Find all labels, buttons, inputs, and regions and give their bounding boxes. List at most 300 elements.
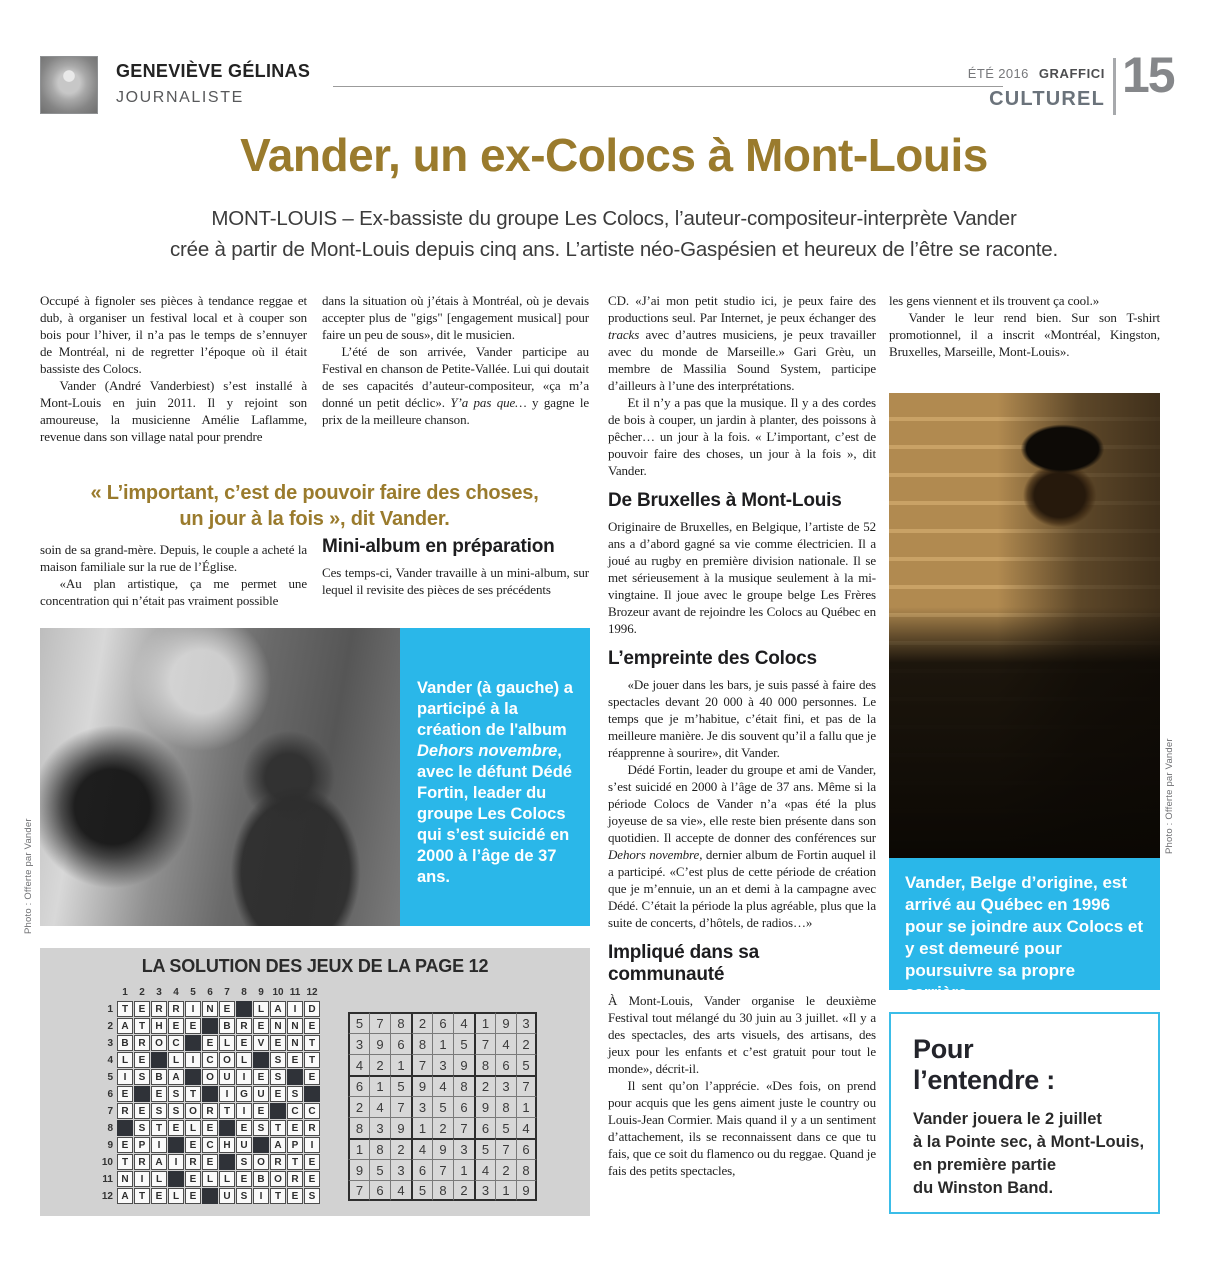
crossword-letter-cell: E — [151, 1188, 167, 1204]
listen-box-title — [913, 1034, 1158, 1096]
crossword-letter-cell: E — [253, 1069, 269, 1085]
listen-line: du Winston Band. — [913, 1179, 1054, 1197]
crossword-black-cell — [185, 1069, 201, 1085]
crossword-letter-cell: G — [236, 1086, 252, 1102]
crossword-col-label: 6 — [207, 986, 213, 998]
crossword-black-cell — [151, 1052, 167, 1068]
sudoku-cell: 7 — [495, 1138, 516, 1159]
listen-line: Vander jouera le 2 juillet — [913, 1110, 1102, 1128]
body-column-1-lower — [40, 541, 307, 609]
photo-credit-left: Photo : Offerte par Vander — [23, 818, 34, 934]
crossword-letter-cell: C — [304, 1103, 320, 1119]
listen-title-line-1: Pour — [913, 1034, 974, 1064]
crossword-letter-cell: T — [134, 1018, 150, 1034]
crossword-letter-cell: E — [304, 1154, 320, 1170]
crossword-letter-cell: R — [304, 1120, 320, 1136]
sudoku-cell: 2 — [432, 1117, 453, 1138]
crossword-letter-cell: I — [219, 1086, 235, 1102]
sudoku-cell: 2 — [516, 1033, 537, 1054]
sudoku-cell: 5 — [495, 1117, 516, 1138]
crossword-letter-cell: E — [287, 1052, 303, 1068]
crossword-letter-cell: E — [168, 1120, 184, 1136]
games-title: LA SOLUTION DES JEUX DE LA PAGE 12 — [141, 956, 489, 976]
crossword-row-label: 5 — [107, 1071, 113, 1083]
crossword-letter-cell: R — [202, 1103, 218, 1119]
sudoku-cell: 6 — [516, 1138, 537, 1159]
crossword-letter-cell: E — [202, 1154, 218, 1170]
crossword-letter-cell: U — [236, 1137, 252, 1153]
sudoku-cell: 5 — [432, 1096, 453, 1117]
listen-box-body — [913, 1108, 1158, 1200]
paragraph: Il sent qu’on l’apprécie. «Des fois, on prend pour acquis que les gens aiment juste le country ou Louis-Jean Cormier. Mais quand il y a un sentiment d’attachement, ils se reconnaissent dans ce que tu fais, que ce soit du flamenco ou du reggae. Quand je fais des petits spectacles, — [608, 1078, 876, 1178]
sudoku-cell: 8 — [411, 1033, 432, 1054]
crossword-col-label: 7 — [224, 986, 230, 998]
article-lede — [70, 203, 1158, 265]
crossword-letter-cell: I — [253, 1188, 269, 1204]
crossword-letter-cell: T — [151, 1120, 167, 1136]
photo-caption-left: Vander (à gauche) a participé à la création de l'album Dehors novembre, avec le défunt Dédé Fortin, leader du groupe Les Colocs qui s’est suicidé en 2000 à l’âge de 37 ans. — [400, 628, 590, 926]
sudoku-cell: 9 — [495, 1012, 516, 1033]
crossword-row-label: 7 — [107, 1105, 113, 1117]
crossword-letter-cell: A — [117, 1188, 133, 1204]
crossword-letter-cell: E — [304, 1069, 320, 1085]
crossword-letter-cell: E — [253, 1103, 269, 1119]
crossword-letter-cell: E — [270, 1086, 286, 1102]
sudoku-solution-grid — [348, 1012, 537, 1201]
sudoku-cell: 9 — [390, 1117, 411, 1138]
crossword-letter-cell: E — [219, 1001, 235, 1017]
crossword-letter-cell: I — [236, 1103, 252, 1119]
crossword-col-label: 4 — [173, 986, 179, 998]
crossword-row-label: 10 — [101, 1156, 113, 1168]
crossword-black-cell — [117, 1120, 133, 1136]
sudoku-cell: 4 — [432, 1075, 453, 1096]
crossword-col-label: 10 — [272, 986, 284, 998]
crossword-letter-cell: E — [185, 1188, 201, 1204]
crossword-letter-cell: E — [117, 1086, 133, 1102]
crossword-letter-cell: R — [168, 1001, 184, 1017]
crossword-col-label: 5 — [190, 986, 196, 998]
crossword-letter-cell: E — [270, 1035, 286, 1051]
games-solution-box — [40, 948, 590, 1216]
crossword-black-cell — [202, 1086, 218, 1102]
crossword-letter-cell: N — [270, 1018, 286, 1034]
sudoku-cell: 1 — [369, 1075, 390, 1096]
crossword-letter-cell: S — [270, 1052, 286, 1068]
sudoku-cell: 7 — [453, 1117, 474, 1138]
crossword-letter-cell: N — [287, 1035, 303, 1051]
crossword-letter-cell: B — [219, 1018, 235, 1034]
crossword-black-cell — [168, 1171, 184, 1187]
crossword-letter-cell: E — [202, 1120, 218, 1136]
sudoku-cell: 7 — [369, 1012, 390, 1033]
crossword-letter-cell: S — [287, 1086, 303, 1102]
crossword-letter-cell: E — [117, 1137, 133, 1153]
crossword-letter-cell: S — [253, 1120, 269, 1136]
crossword-letter-cell: L — [202, 1171, 218, 1187]
crossword-letter-cell: E — [236, 1171, 252, 1187]
sudoku-cell: 9 — [516, 1180, 537, 1201]
sudoku-cell: 5 — [369, 1159, 390, 1180]
crossword-letter-cell: E — [134, 1103, 150, 1119]
crossword-letter-cell: A — [151, 1154, 167, 1170]
crossword-letter-cell: S — [304, 1188, 320, 1204]
crossword-black-cell — [219, 1154, 235, 1170]
crossword-letter-cell: I — [151, 1137, 167, 1153]
header-divider — [333, 86, 1003, 87]
sudoku-cell: 8 — [432, 1180, 453, 1201]
crossword-letter-cell: L — [168, 1188, 184, 1204]
crossword-letter-cell: S — [151, 1103, 167, 1119]
crossword-letter-cell: I — [185, 1001, 201, 1017]
crossword-letter-cell: S — [168, 1086, 184, 1102]
sudoku-cell: 1 — [516, 1096, 537, 1117]
crossword-letter-cell: T — [270, 1120, 286, 1136]
crossword-letter-cell: T — [304, 1035, 320, 1051]
crossword-black-cell — [236, 1001, 252, 1017]
sudoku-cell: 3 — [390, 1159, 411, 1180]
crossword-col-label: 11 — [289, 986, 301, 998]
crossword-letter-cell: R — [236, 1018, 252, 1034]
lede-line-2: crée à partir de Mont-Louis depuis cinq ans. L’artiste néo-Gaspésien et heureux de l’être se raconte. — [169, 238, 1059, 261]
crossword-black-cell — [287, 1069, 303, 1085]
crossword-black-cell — [270, 1103, 286, 1119]
sudoku-cell: 4 — [516, 1117, 537, 1138]
crossword-letter-cell: C — [202, 1137, 218, 1153]
sudoku-cell: 8 — [453, 1075, 474, 1096]
crossword-letter-cell: S — [236, 1154, 252, 1170]
sudoku-cell: 2 — [411, 1012, 432, 1033]
crossword-letter-cell: T — [287, 1154, 303, 1170]
author-photo — [40, 56, 98, 114]
crossword-row-label: 6 — [107, 1088, 113, 1100]
crossword-letter-cell: E — [304, 1018, 320, 1034]
article-title: Vander, un ex-Colocs à Mont-Louis — [240, 129, 988, 181]
crossword-letter-cell: V — [253, 1035, 269, 1051]
sudoku-cell: 1 — [495, 1180, 516, 1201]
crossword-col-label: 3 — [156, 986, 162, 998]
sudoku-cell: 3 — [348, 1033, 369, 1054]
sudoku-cell: 7 — [411, 1054, 432, 1075]
crossword-letter-cell: T — [185, 1086, 201, 1102]
crossword-letter-cell: R — [287, 1171, 303, 1187]
crossword-black-cell — [304, 1086, 320, 1102]
crossword-letter-cell: R — [185, 1154, 201, 1170]
crossword-letter-cell: E — [134, 1001, 150, 1017]
crossword-letter-cell: L — [253, 1001, 269, 1017]
sudoku-cell: 2 — [348, 1096, 369, 1117]
crossword-row-label: 11 — [102, 1173, 113, 1185]
crossword-letter-cell: P — [134, 1137, 150, 1153]
subhead-empreinte-colocs: L’empreinte des Colocs — [608, 648, 817, 669]
sudoku-cell: 5 — [516, 1054, 537, 1075]
sudoku-cell: 3 — [411, 1096, 432, 1117]
crossword-row-label: 2 — [107, 1020, 113, 1032]
paragraph: dans la situation où j’étais à Montréal, où je devais accepter plus de "gigs" [engagement musical] pour faire un peu de sous», dit le musicien. — [322, 293, 589, 342]
crossword-letter-cell: L — [219, 1171, 235, 1187]
crossword-row-label: 9 — [107, 1139, 113, 1151]
crossword-letter-cell: U — [219, 1188, 235, 1204]
paragraph: Et il n’y a pas que la musique. Il y a des cordes de bois à couper, un jardin à planter, des poissons à pêcher… un jour à la fois. « L’important, c’est de pouvoir faire des choses, un jour à la fois », dit Vander. — [608, 395, 876, 478]
sudoku-cell: 1 — [411, 1117, 432, 1138]
body-column-2 — [322, 292, 589, 428]
listen-title-line-2: l’entendre : — [913, 1065, 1055, 1095]
sudoku-cell: 9 — [432, 1138, 453, 1159]
crossword-letter-cell: H — [151, 1018, 167, 1034]
sudoku-cell: 2 — [474, 1075, 495, 1096]
sudoku-cell: 4 — [369, 1096, 390, 1117]
sudoku-cell: 6 — [432, 1012, 453, 1033]
pull-quote-line-2: un jour à la fois », dit Vander. — [179, 508, 450, 530]
subhead-de-bruxelles: De Bruxelles à Mont-Louis — [608, 490, 842, 511]
crossword-solution-grid — [92, 984, 320, 1204]
crossword-letter-cell: S — [236, 1188, 252, 1204]
crossword-letter-cell: E — [236, 1035, 252, 1051]
sudoku-cell: 8 — [369, 1138, 390, 1159]
crossword-letter-cell: B — [117, 1035, 133, 1051]
crossword-letter-cell: O — [219, 1052, 235, 1068]
crossword-letter-cell: A — [270, 1137, 286, 1153]
pull-quote — [40, 480, 589, 532]
crossword-letter-cell: T — [270, 1188, 286, 1204]
body-column-1 — [40, 292, 307, 445]
crossword-letter-cell: C — [287, 1103, 303, 1119]
crossword-letter-cell: E — [287, 1188, 303, 1204]
listen-info-box — [889, 1012, 1160, 1214]
crossword-letter-cell: I — [117, 1069, 133, 1085]
crossword-letter-cell: L — [168, 1052, 184, 1068]
crossword-letter-cell: R — [270, 1154, 286, 1170]
crossword-letter-cell: A — [117, 1018, 133, 1034]
sudoku-cell: 2 — [390, 1138, 411, 1159]
crossword-col-label: 12 — [306, 986, 318, 998]
body-column-3 — [608, 292, 876, 1179]
listen-line: en première partie — [913, 1156, 1057, 1174]
crossword-black-cell — [168, 1137, 184, 1153]
sudoku-cell: 8 — [495, 1096, 516, 1117]
paragraph: soin de sa grand-mère. Depuis, le couple a acheté la maison familiale sur la rue de l’Église. — [40, 542, 307, 574]
crossword-letter-cell: O — [185, 1103, 201, 1119]
sudoku-cell: 4 — [474, 1159, 495, 1180]
sudoku-cell: 8 — [516, 1159, 537, 1180]
crossword-letter-cell: E — [236, 1120, 252, 1136]
sudoku-cell: 4 — [411, 1138, 432, 1159]
sudoku-cell: 2 — [369, 1054, 390, 1075]
crossword-letter-cell: C — [202, 1052, 218, 1068]
section-label: CULTUREL — [989, 88, 1105, 110]
crossword-letter-cell: E — [202, 1035, 218, 1051]
crossword-letter-cell: H — [219, 1137, 235, 1153]
crossword-letter-cell: I — [304, 1137, 320, 1153]
crossword-letter-cell: O — [202, 1069, 218, 1085]
subhead-implique-communaute: Impliqué dans sa communauté — [608, 942, 759, 985]
crossword-letter-cell: S — [134, 1069, 150, 1085]
sudoku-cell: 9 — [369, 1033, 390, 1054]
crossword-letter-cell: C — [168, 1035, 184, 1051]
sudoku-cell: 4 — [453, 1012, 474, 1033]
paragraph: Originaire de Bruxelles, en Belgique, l’artiste de 52 ans a d’abord gagné sa vie comme électricien. Il a joué au rugby en première division nationale. Il se met sérieusement à la musique seulement à la mi-vingtaine. Il joue avec le groupe belge Les Frères Brozeur avant de rejoindre les Colocs au Québec en 1996. — [608, 519, 876, 636]
crossword-letter-cell: A — [168, 1069, 184, 1085]
body-column-4 — [889, 292, 1160, 360]
photo-vander-and-dede — [40, 628, 400, 926]
crossword-letter-cell: T — [219, 1103, 235, 1119]
paragraph: CD. «J’ai mon petit studio ici, je peux faire des productions seul. Par Internet, je peux échanger des tracks avec d’autres musiciens, je peux travailler avec du monde de Marseille.» Gari Grèu, un membre de Massilia Sound System, participe d’ailleurs à l’une des interprétations. — [608, 293, 876, 393]
paragraph: «Au plan artistique, ça me permet une concentration qui n’était pas vraiment possible — [40, 576, 307, 608]
paragraph: Vander le leur rend bien. Sur son T-shirt promotionnel, il a inscrit «Montréal, Kingston, Bruxelles, Marseille, Mont-Louis». — [889, 310, 1160, 359]
sudoku-cell: 7 — [390, 1096, 411, 1117]
paragraph: Vander (André Vanderbiest) s’est installé à Mont-Louis en juin 2011. Il y rejoint son amoureuse, la musicienne Amélie Laflamme, revenue dans son village natal pour prendre — [40, 378, 307, 444]
sudoku-cell: 9 — [348, 1159, 369, 1180]
sudoku-cell: 5 — [411, 1180, 432, 1201]
crossword-letter-cell: R — [134, 1154, 150, 1170]
crossword-letter-cell: L — [219, 1035, 235, 1051]
crossword-letter-cell: T — [117, 1154, 133, 1170]
sudoku-cell: 6 — [369, 1180, 390, 1201]
author-role: JOURNALISTE — [116, 89, 244, 106]
crossword-letter-cell: N — [117, 1171, 133, 1187]
crossword-letter-cell: A — [270, 1001, 286, 1017]
listen-line: à la Pointe sec, à Mont-Louis, — [913, 1133, 1145, 1151]
sudoku-cell: 1 — [453, 1159, 474, 1180]
crossword-col-label: 9 — [258, 986, 264, 998]
sudoku-cell: 8 — [390, 1012, 411, 1033]
paragraph: À Mont-Louis, Vander organise le deuxième Festival tout mélangé du 30 juin au 3 juillet. «Il y a des spectacles, des arts visuels, des artisans, des jeux pour les enfants et c’est gratuit pour tout le monde», décrit-il. — [608, 993, 876, 1076]
crossword-letter-cell: O — [151, 1035, 167, 1051]
crossword-letter-cell: L — [117, 1052, 133, 1068]
sudoku-cell: 9 — [453, 1054, 474, 1075]
sudoku-cell: 3 — [516, 1012, 537, 1033]
page-number: 15 — [1122, 47, 1174, 103]
brand-label: GRAFFICI — [1038, 66, 1105, 81]
crossword-black-cell — [219, 1120, 235, 1136]
paragraph: Dédé Fortin, leader du groupe et ami de Vander, s’est suicidé en 2000 à l’âge de 37 ans. Même si la période Colocs de Vander n’a «pas été la plus joyeuse de sa vie», elle reste bien présente dans son quotidien. Il accepte de donner des conférences sur Dehors novembre, dernier album de Fortin auquel il a participé. «C’est plus de cette période de création que je m’ennuie, un an et demi à la campagne avec Dédé. C’était la période la plus agréable, plus que la suite de concerts, d’hôtels, de radios…» — [608, 762, 877, 930]
sudoku-cell: 9 — [411, 1075, 432, 1096]
body-column-2-lower — [322, 536, 589, 598]
sudoku-cell: 6 — [411, 1159, 432, 1180]
paragraph: «De jouer dans les bars, je suis passé à faire des spectacles devant 20 000 à 40 000 personnes. Le temps que je m’habitue, c’était fini, et pas de la meilleure manière. Je dis souvent qu’il a fallu que je réapprenne à sourire», dit Vander. — [608, 677, 876, 760]
crossword-letter-cell: N — [202, 1001, 218, 1017]
sudoku-cell: 8 — [348, 1117, 369, 1138]
sudoku-cell: 5 — [390, 1075, 411, 1096]
crossword-row-label: 12 — [101, 1190, 113, 1202]
page-number-divider — [1113, 58, 1116, 115]
sudoku-cell: 6 — [474, 1117, 495, 1138]
sudoku-cell: 8 — [474, 1054, 495, 1075]
crossword-letter-cell: B — [151, 1069, 167, 1085]
photo-credit-right: Photo : Offerte par Vander — [1164, 738, 1175, 854]
sudoku-cell: 2 — [495, 1159, 516, 1180]
crossword-letter-cell: L — [236, 1052, 252, 1068]
crossword-row-label: 3 — [107, 1037, 113, 1049]
sudoku-cell: 1 — [390, 1054, 411, 1075]
sudoku-cell: 4 — [348, 1054, 369, 1075]
photo-vander-portrait — [889, 393, 1160, 858]
photo-caption-right: Vander, Belge d’origine, est arrivé au Québec en 1996 pour se joindre aux Colocs et y est demeuré pour poursuivre sa propre carrière. — [889, 858, 1160, 990]
crossword-col-label: 1 — [122, 986, 128, 998]
sudoku-cell: 1 — [474, 1012, 495, 1033]
crossword-letter-cell: R — [117, 1103, 133, 1119]
sudoku-cell: 4 — [390, 1180, 411, 1201]
paragraph: L’été de son arrivée, Vander participe au Festival en chanson de Petite-Vallée. Lui qui doutait de ses capacités d’auteur-compositeur, «ça m’a donné un petit déclic». Y’a pas que… y gagne le prix de la meilleure chanson. — [322, 344, 590, 427]
sudoku-cell: 1 — [432, 1033, 453, 1054]
crossword-letter-cell: T — [134, 1188, 150, 1204]
crossword-row-label: 4 — [107, 1054, 113, 1066]
crossword-letter-cell: T — [304, 1052, 320, 1068]
crossword-row-label: 8 — [107, 1122, 113, 1134]
crossword-letter-cell: I — [185, 1052, 201, 1068]
crossword-letter-cell: S — [134, 1120, 150, 1136]
crossword-letter-cell: E — [185, 1137, 201, 1153]
crossword-letter-cell: R — [134, 1035, 150, 1051]
sudoku-cell: 3 — [474, 1180, 495, 1201]
crossword-letter-cell: R — [151, 1001, 167, 1017]
crossword-letter-cell: I — [168, 1154, 184, 1170]
crossword-letter-cell: U — [253, 1086, 269, 1102]
crossword-letter-cell: L — [151, 1171, 167, 1187]
crossword-letter-cell: O — [253, 1154, 269, 1170]
sudoku-cell: 6 — [453, 1096, 474, 1117]
crossword-black-cell — [253, 1052, 269, 1068]
crossword-letter-cell: I — [236, 1069, 252, 1085]
paragraph: Ces temps-ci, Vander travaille à un mini-album, sur lequel il revisite des pièces de ses précédents — [322, 565, 589, 597]
crossword-letter-cell: E — [185, 1171, 201, 1187]
sudoku-cell: 4 — [495, 1033, 516, 1054]
sudoku-cell: 3 — [453, 1138, 474, 1159]
crossword-letter-cell: P — [287, 1137, 303, 1153]
crossword-letter-cell: B — [253, 1171, 269, 1187]
sudoku-cell: 7 — [516, 1075, 537, 1096]
crossword-letter-cell: I — [287, 1001, 303, 1017]
crossword-black-cell — [202, 1018, 218, 1034]
crossword-letter-cell: E — [185, 1018, 201, 1034]
crossword-letter-cell: U — [219, 1069, 235, 1085]
sudoku-cell: 7 — [432, 1159, 453, 1180]
issue-label: ÉTÉ 2016 — [967, 66, 1029, 81]
crossword-letter-cell: S — [168, 1103, 184, 1119]
crossword-letter-cell: E — [304, 1171, 320, 1187]
crossword-letter-cell: O — [270, 1171, 286, 1187]
sudoku-cell: 9 — [474, 1096, 495, 1117]
crossword-letter-cell: S — [270, 1069, 286, 1085]
paragraph: les gens viennent et ils trouvent ça cool.» — [889, 293, 1100, 308]
sudoku-cell: 6 — [495, 1054, 516, 1075]
sudoku-cell: 3 — [369, 1117, 390, 1138]
author-name: GENEVIÈVE GÉLINAS — [116, 61, 311, 81]
sudoku-cell: 5 — [453, 1033, 474, 1054]
crossword-col-label: 2 — [139, 986, 145, 998]
lede-line-1: MONT-LOUIS – Ex-bassiste du groupe Les Colocs, l’auteur-compositeur-interprète Vander — [211, 207, 1017, 230]
sudoku-cell: 5 — [474, 1138, 495, 1159]
sudoku-cell: 3 — [432, 1054, 453, 1075]
crossword-black-cell — [134, 1086, 150, 1102]
crossword-black-cell — [202, 1188, 218, 1204]
crossword-letter-cell: E — [168, 1018, 184, 1034]
crossword-black-cell — [185, 1035, 201, 1051]
crossword-letter-cell: E — [287, 1120, 303, 1136]
crossword-letter-cell: N — [287, 1018, 303, 1034]
sudoku-cell: 1 — [348, 1138, 369, 1159]
sudoku-cell: 3 — [495, 1075, 516, 1096]
crossword-black-cell — [253, 1137, 269, 1153]
sudoku-cell: 6 — [390, 1033, 411, 1054]
crossword-corner — [92, 984, 116, 1000]
pull-quote-line-1: « L’important, c’est de pouvoir faire des choses, — [90, 482, 539, 504]
issue-line — [850, 66, 1105, 81]
crossword-letter-cell: E — [253, 1018, 269, 1034]
subhead-mini-album: Mini-album en préparation — [322, 536, 555, 557]
crossword-row-label: 1 — [107, 1003, 113, 1015]
sudoku-cell: 5 — [348, 1012, 369, 1033]
